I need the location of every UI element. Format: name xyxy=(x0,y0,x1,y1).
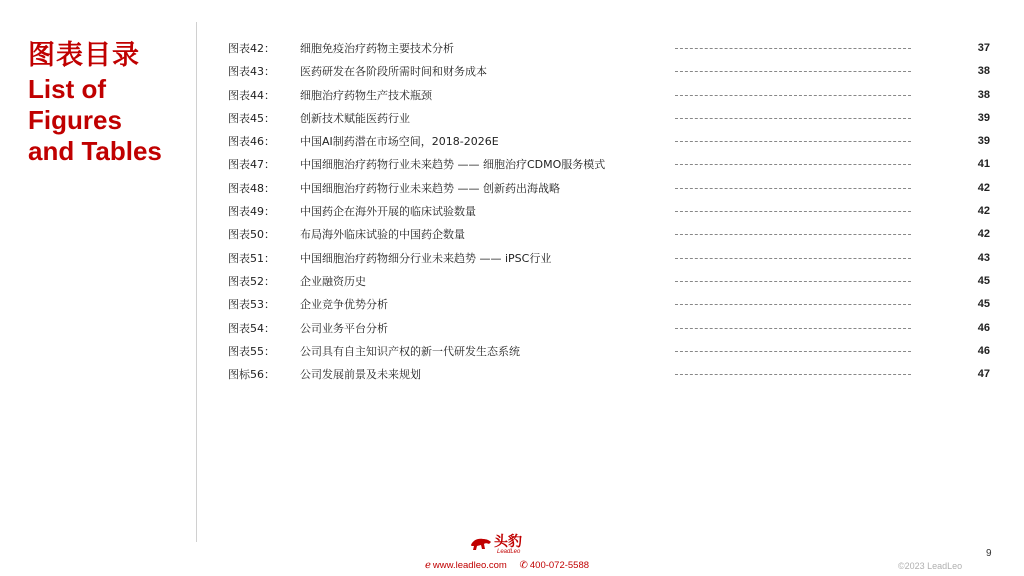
toc-title[interactable]: 细胞免疫治疗药物主要技术分析 xyxy=(300,42,454,55)
toc-label: 图表55： xyxy=(228,344,275,358)
toc-leader-dots xyxy=(675,374,911,375)
toc-row[interactable] xyxy=(228,293,998,316)
toc-row[interactable] xyxy=(228,270,998,293)
logo-text: 头豹 xyxy=(494,534,522,550)
title-english-line: List of xyxy=(28,74,106,104)
toc-label: 图表42： xyxy=(228,42,275,55)
toc-page-number: 38 xyxy=(977,88,990,101)
toc-title[interactable]: 中国细胞治疗药物行业未来趋势 —— 细胞治疗CDMO服务模式 xyxy=(300,158,606,172)
title-english-line: and Tables xyxy=(28,136,162,166)
toc-row[interactable] xyxy=(228,107,998,130)
toc-title[interactable]: 公司具有自主知识产权的新一代研发生态系统 xyxy=(300,344,520,358)
copyright: ©2023 LeadLeo xyxy=(898,561,963,571)
toc-page-number: 42 xyxy=(977,228,990,241)
toc-label: 图表49： xyxy=(228,205,275,219)
leadleo-logo xyxy=(470,534,540,556)
leopard-logo-icon xyxy=(470,536,492,552)
toc-label: 图表47： xyxy=(228,158,275,172)
toc-leader-dots xyxy=(675,188,911,189)
logo-subtext: LeadLeo xyxy=(497,549,521,555)
toc-row[interactable] xyxy=(228,37,998,60)
toc-label: 图表53： xyxy=(228,298,275,312)
toc-row[interactable] xyxy=(228,177,998,200)
toc-leader-dots xyxy=(675,351,911,352)
toc-title[interactable]: 中国细胞治疗药物行业未来趋势 —— 创新药出海战略 xyxy=(300,181,560,195)
toc-label: 图表46： xyxy=(228,135,275,149)
toc-leader-dots xyxy=(675,281,911,282)
toc-row[interactable] xyxy=(228,363,998,386)
footer-contact xyxy=(425,560,589,571)
toc-title[interactable]: 公司发展前景及未来规划 xyxy=(300,368,421,382)
toc-leader-dots xyxy=(675,328,911,329)
toc-page-number: 41 xyxy=(977,158,990,171)
toc-page-number: 46 xyxy=(977,321,990,334)
toc-title[interactable]: 布局海外临床试验的中国药企数量 xyxy=(300,228,465,242)
vertical-divider xyxy=(196,22,197,542)
toc-leader-dots xyxy=(675,258,911,259)
toc-label: 图表51： xyxy=(228,251,275,265)
toc-title[interactable]: 细胞治疗药物生产技术瓶颈 xyxy=(300,88,432,102)
website-link[interactable]: www.leadleo.com xyxy=(432,560,507,571)
page-number: 9 xyxy=(986,548,992,559)
toc-row[interactable] xyxy=(228,153,998,176)
toc-label: 图表43： xyxy=(228,65,275,79)
toc-row[interactable] xyxy=(228,317,998,340)
toc-row[interactable] xyxy=(228,130,998,153)
toc-title[interactable]: 企业竞争优势分析 xyxy=(300,298,388,312)
toc-leader-dots xyxy=(675,234,911,235)
toc-page-number: 39 xyxy=(977,111,990,124)
toc-row[interactable] xyxy=(228,84,998,107)
toc-label: 图表52： xyxy=(228,274,275,288)
toc-label: 图标56： xyxy=(228,368,275,382)
toc-leader-dots xyxy=(675,48,911,49)
toc-title[interactable]: 中国AI制药潜在市场空间，2018-2026E xyxy=(300,135,499,149)
toc-page-number: 45 xyxy=(977,274,990,287)
title-chinese: 图表目录 xyxy=(28,40,140,71)
toc-label: 图表48： xyxy=(228,181,275,195)
toc-page-number: 37 xyxy=(977,42,990,54)
toc-page-number: 43 xyxy=(977,251,990,264)
title-english xyxy=(28,74,198,167)
phone-number: 400-072-5588 xyxy=(529,560,590,571)
title-block xyxy=(28,40,198,167)
toc-leader-dots xyxy=(675,164,911,165)
title-english-line: Figures xyxy=(28,105,122,135)
toc-row[interactable] xyxy=(228,200,998,223)
toc-title[interactable]: 创新技术赋能医药行业 xyxy=(300,111,410,125)
toc-leader-dots xyxy=(675,211,911,212)
toc-page-number: 38 xyxy=(977,65,990,78)
toc-row[interactable] xyxy=(228,247,998,270)
toc-leader-dots xyxy=(675,118,911,119)
toc-title[interactable]: 公司业务平台分析 xyxy=(300,321,388,335)
toc-page-number: 42 xyxy=(977,205,990,218)
toc-page-number: 47 xyxy=(977,368,990,381)
toc-leader-dots xyxy=(675,95,911,96)
toc-leader-dots xyxy=(675,71,911,72)
toc-label: 图表50： xyxy=(228,228,275,242)
toc-label: 图表54： xyxy=(228,321,275,335)
toc-label: 图表45： xyxy=(228,111,275,125)
toc-leader-dots xyxy=(675,304,911,305)
toc-title[interactable]: 中国药企在海外开展的临床试验数量 xyxy=(300,205,476,219)
toc-page-number: 45 xyxy=(977,298,990,311)
toc-title[interactable]: 医药研发在各阶段所需时间和财务成本 xyxy=(300,65,487,79)
toc-page-number: 42 xyxy=(977,181,990,194)
web-icon: ℯ xyxy=(425,560,431,571)
toc-list xyxy=(228,37,998,386)
toc-row[interactable] xyxy=(228,340,998,363)
toc-label: 图表44： xyxy=(228,88,275,102)
toc-leader-dots xyxy=(675,141,911,142)
toc-page-number: 46 xyxy=(977,344,990,357)
toc-row[interactable] xyxy=(228,60,998,83)
toc-title[interactable]: 中国细胞治疗药物细分行业未来趋势 —— iPSC行业 xyxy=(300,251,552,265)
toc-row[interactable] xyxy=(228,223,998,246)
phone-icon: ✆ xyxy=(519,560,528,571)
toc-title[interactable]: 企业融资历史 xyxy=(300,274,366,288)
toc-page-number: 39 xyxy=(977,135,990,148)
